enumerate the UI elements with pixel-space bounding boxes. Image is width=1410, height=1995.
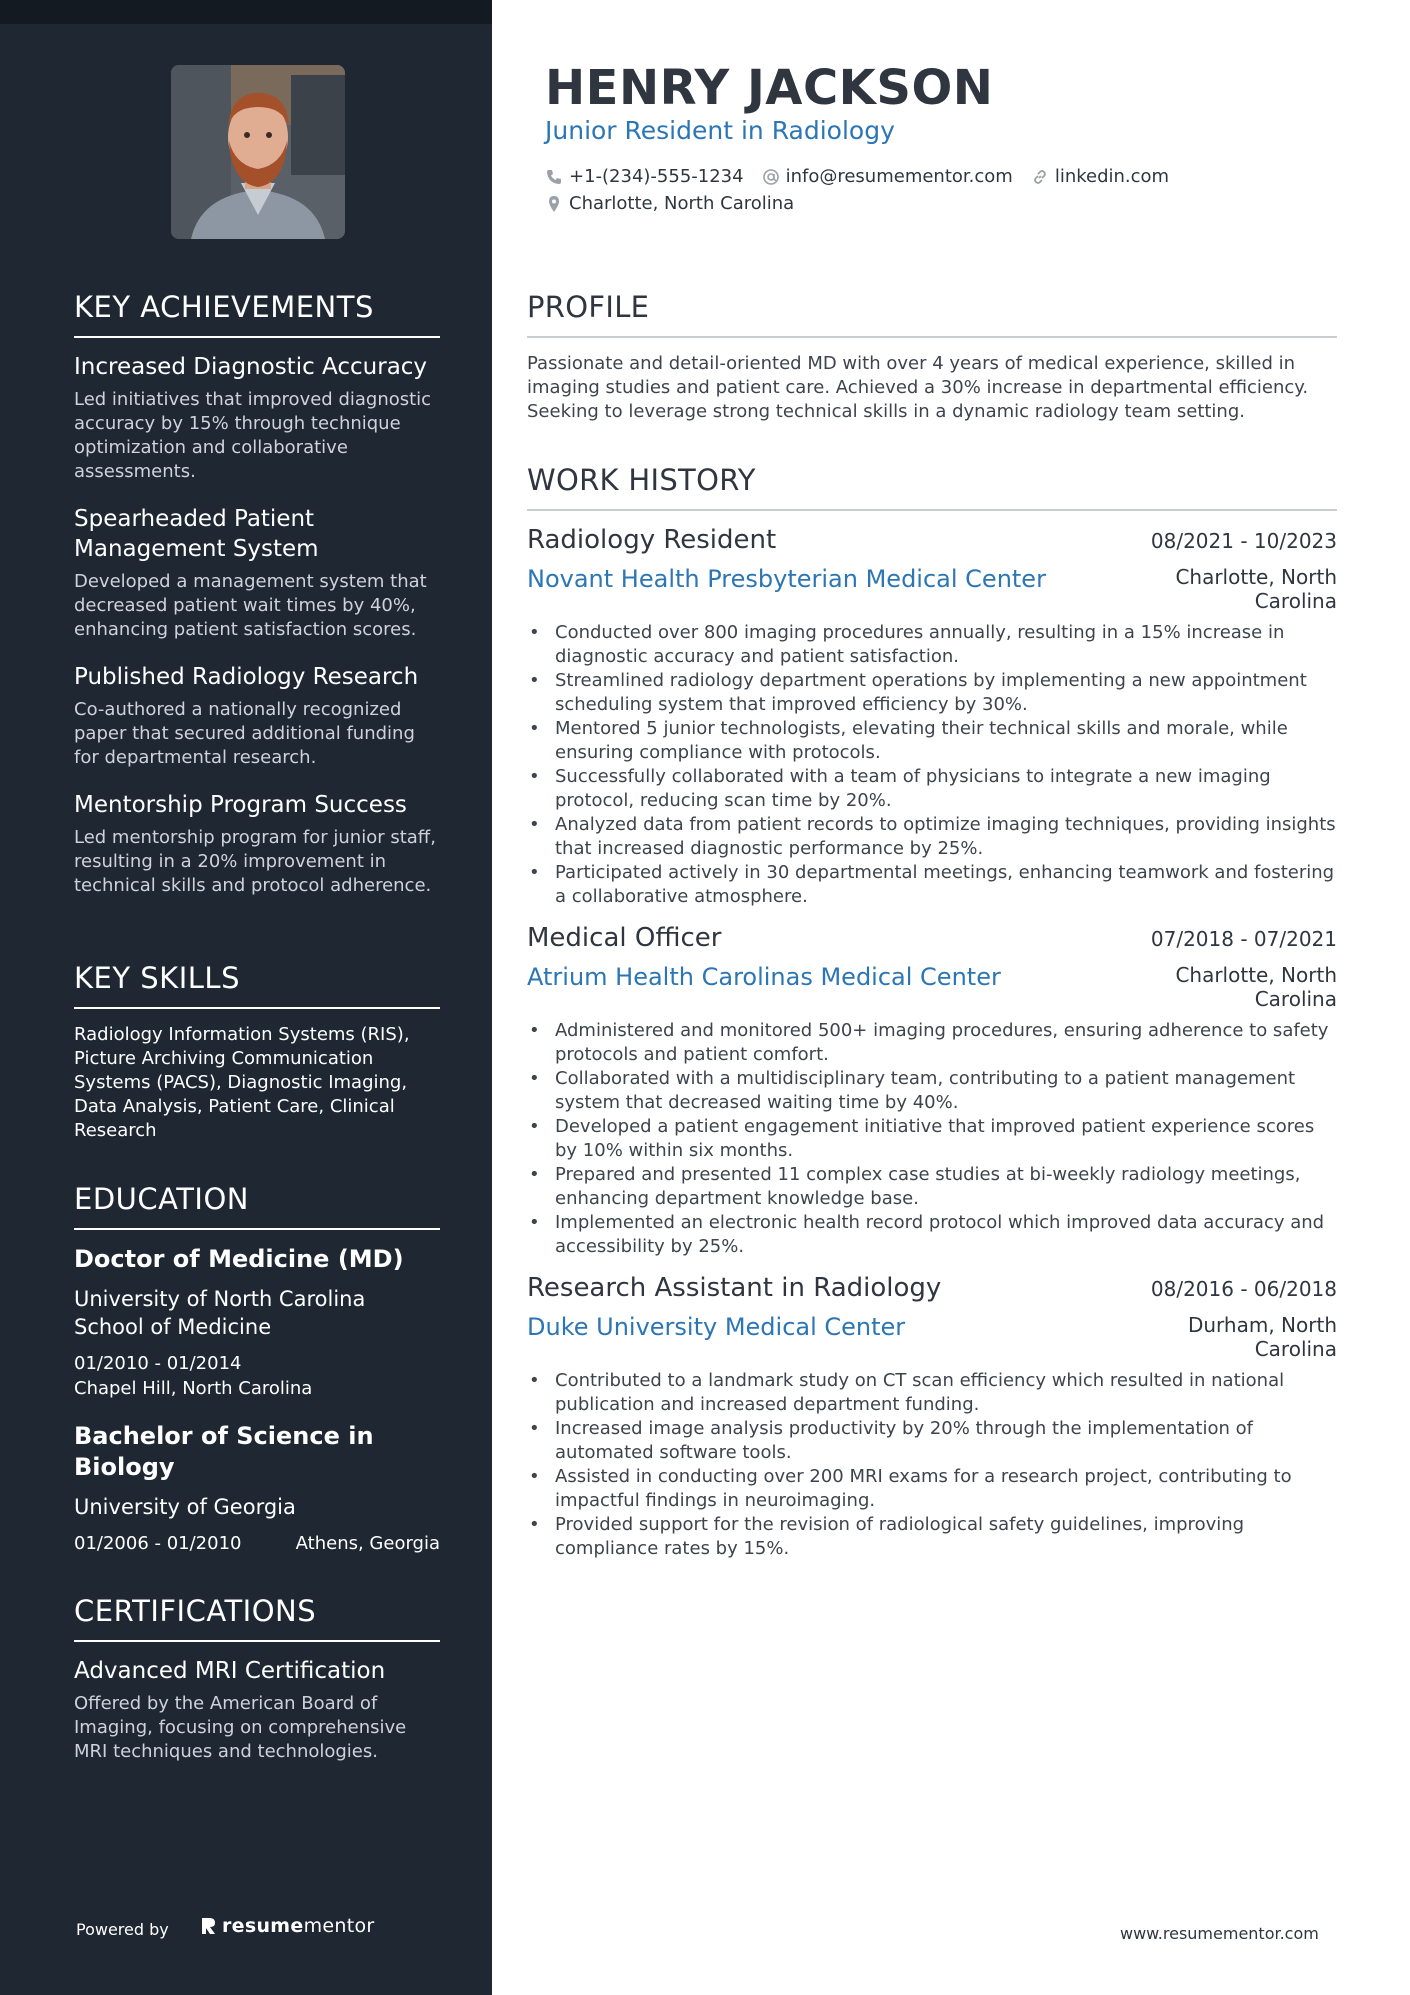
education-section — [74, 1182, 440, 1554]
achievement-title: Published Radiology Research — [74, 664, 419, 690]
job-bullet: • Contributed to a landmark study on CT scan efficiency which resulted in national publication and increased department funding. — [527, 1369, 1337, 1417]
resumementor-logo[interactable] — [200, 1915, 375, 1937]
achievement-item — [74, 662, 440, 770]
job-title: Research Assistant in Radiology — [527, 1273, 942, 1303]
candidate-title: Junior Resident in Radiology — [545, 116, 895, 145]
education-item — [74, 1421, 440, 1554]
location-text: Charlotte, North Carolina — [569, 193, 795, 214]
job-bullet: • Increased image analysis productivity by 20% through the implementation of automated software tools. — [527, 1417, 1337, 1465]
certifications-section — [74, 1594, 440, 1784]
job-company: Duke University Medical Center — [527, 1313, 906, 1341]
achievement-item — [74, 352, 440, 484]
job-dates: 07/2018 - 07/2021 — [1150, 927, 1337, 951]
key-skills-section — [74, 961, 440, 1143]
resumementor-logo-icon — [200, 1916, 216, 1936]
job-entry — [527, 525, 1337, 909]
contact-location — [545, 193, 794, 214]
job-location: Durham, North Carolina — [1187, 1313, 1337, 1361]
profile-heading: PROFILE — [527, 290, 1337, 338]
job-title: Medical Officer — [527, 923, 722, 953]
contact-info — [545, 163, 1187, 217]
job-bullet: • Administered and monitored 500+ imaging procedures, ensuring adherence to safety protocols and patient comfort. — [527, 1019, 1337, 1067]
sidebar-top-bar — [0, 0, 492, 24]
at-sign-icon — [762, 168, 780, 186]
education-location: Chapel Hill, North Carolina — [74, 1378, 313, 1399]
job-bullets — [527, 621, 1337, 909]
phone-text: +1-(234)-555-1234 — [569, 166, 744, 187]
contact-phone[interactable] — [545, 166, 744, 187]
candidate-name: HENRY JACKSON — [545, 60, 994, 116]
achievement-title: Increased Diagnostic Accuracy — [74, 354, 428, 380]
profile-section — [527, 290, 1337, 424]
education-heading: EDUCATION — [74, 1182, 440, 1230]
achievement-title: Mentorship Program Success — [74, 792, 407, 818]
link-icon — [1031, 168, 1049, 186]
sidebar — [0, 0, 492, 1995]
contact-email[interactable] — [762, 166, 1013, 187]
key-achievements-section — [74, 290, 440, 918]
location-pin-icon — [545, 195, 563, 213]
education-dates: 01/2006 - 01/2010 — [74, 1533, 242, 1554]
achievement-item — [74, 504, 440, 642]
job-bullet: • Analyzed data from patient records to optimize imaging techniques, providing insights that increased diagnostic performance by 25%. — [527, 813, 1337, 861]
job-bullet: • Implemented an electronic health record protocol which improved data accuracy and accessibility by 25%. — [527, 1211, 1337, 1259]
job-bullet: • Conducted over 800 imaging procedures annually, resulting in a 15% increase in diagnostic accuracy and patient satisfaction. — [527, 621, 1337, 669]
job-bullet: • Streamlined radiology department operations by implementing a new appointment scheduling system that improved efficiency by 30%. — [527, 669, 1337, 717]
powered-by-label: Powered by — [76, 1920, 169, 1939]
job-dates: 08/2016 - 06/2018 — [1150, 1277, 1337, 1301]
profile-text: Passionate and detail-oriented MD with over 4 years of medical experience, skilled in imaging studies and patient care. Achieved a 30% increase in departmental efficiency. Seeking to leverage strong technical skills in a dynamic radiology team setting. — [527, 353, 1309, 422]
job-bullet: • Mentored 5 junior technologists, elevating their technical skills and morale, while ensuring compliance with protocols. — [527, 717, 1337, 765]
brand-bold: resume — [222, 1915, 304, 1937]
job-entry — [527, 923, 1337, 1259]
profile-photo — [171, 65, 345, 239]
achievement-desc: Developed a management system that decreased patient wait times by 40%, enhancing patient satisfaction scores. — [74, 571, 427, 640]
job-title: Radiology Resident — [527, 525, 777, 555]
achievement-title: Spearheaded Patient Management System — [74, 506, 319, 562]
work-history-heading: WORK HISTORY — [527, 463, 1337, 511]
certification-item — [74, 1656, 440, 1764]
job-bullets — [527, 1019, 1337, 1259]
job-bullet: • Provided support for the revision of radiological safety guidelines, improving compliance rates by 15%. — [527, 1513, 1337, 1561]
contact-linkedin[interactable] — [1031, 166, 1169, 187]
education-degree: Bachelor of Science in Biology — [74, 1422, 374, 1481]
footer-website-link[interactable]: www.resumementor.com — [1120, 1924, 1319, 1943]
skills-list: Radiology Information Systems (RIS), Picture Archiving Communication Systems (PACS), Diagnostic Imaging, Data Analysis, Patient Care, Clinical Research — [74, 1024, 410, 1141]
job-location: Charlotte, North Carolina — [1175, 565, 1337, 613]
education-degree: Doctor of Medicine (MD) — [74, 1245, 404, 1273]
education-item — [74, 1244, 440, 1401]
email-text: info@resumementor.com — [785, 166, 1013, 187]
job-bullet: • Collaborated with a multidisciplinary team, contributing to a patient management system that decreased waiting time by 40%. — [527, 1067, 1337, 1115]
brand-light: mentor — [303, 1915, 375, 1937]
job-bullet: • Developed a patient engagement initiative that improved patient experience scores by 10% within six months. — [527, 1115, 1337, 1163]
key-skills-heading: KEY SKILLS — [74, 961, 440, 1009]
job-bullet: • Participated actively in 30 departmental meetings, enhancing teamwork and fostering a collaborative atmosphere. — [527, 861, 1337, 909]
achievement-desc: Co-authored a nationally recognized paper that secured additional funding for departmental research. — [74, 699, 415, 768]
work-history-section — [527, 463, 1337, 1575]
education-school: University of North Carolina School of Medicine — [74, 1287, 366, 1339]
job-bullets — [527, 1369, 1337, 1561]
job-bullet: • Assisted in conducting over 200 MRI exams for a research project, contributing to impactful findings in neuroimaging. — [527, 1465, 1337, 1513]
achievement-desc: Led mentorship program for junior staff, resulting in a 20% improvement in technical skills and protocol adherence. — [74, 827, 436, 896]
key-achievements-heading: KEY ACHIEVEMENTS — [74, 290, 440, 338]
job-company: Atrium Health Carolinas Medical Center — [527, 963, 1001, 991]
education-location: Athens, Georgia — [295, 1533, 440, 1554]
education-dates: 01/2010 - 01/2014 — [74, 1353, 242, 1374]
certification-desc: Offered by the American Board of Imaging, focusing on comprehensive MRI techniques and technologies. — [74, 1693, 407, 1762]
phone-icon — [545, 168, 563, 186]
linkedin-text: linkedin.com — [1054, 166, 1170, 187]
job-entry — [527, 1273, 1337, 1561]
education-school: University of Georgia — [74, 1495, 296, 1519]
job-bullet: • Successfully collaborated with a team of physicians to integrate a new imaging protocol, reducing scan time by 20%. — [527, 765, 1337, 813]
job-location: Charlotte, North Carolina — [1175, 963, 1337, 1011]
achievement-desc: Led initiatives that improved diagnostic accuracy by 15% through technique optimization and collaborative assessments. — [74, 389, 432, 482]
job-company: Novant Health Presbyterian Medical Center — [527, 565, 1046, 593]
achievement-item — [74, 790, 440, 898]
certification-title: Advanced MRI Certification — [74, 1658, 386, 1684]
certifications-heading: CERTIFICATIONS — [74, 1594, 440, 1642]
job-dates: 08/2021 - 10/2023 — [1150, 529, 1337, 553]
job-bullet: • Prepared and presented 11 complex case studies at bi-weekly radiology meetings, enhancing department knowledge base. — [527, 1163, 1337, 1211]
